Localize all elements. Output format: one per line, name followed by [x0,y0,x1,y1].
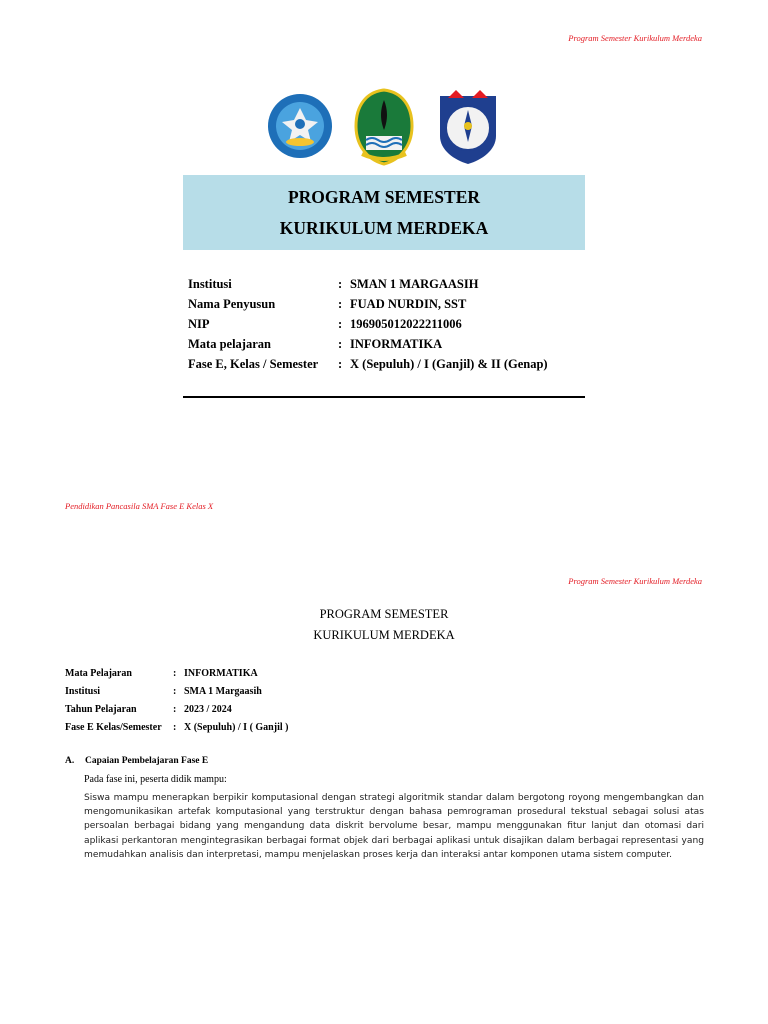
identity-row [188,294,548,314]
identity-value: INFORMATIKA [350,336,443,351]
page1-footer-note: Pendidikan Pancasila SMA Fase E Kelas X [65,501,214,511]
colon: : [173,721,177,733]
colon: : [173,667,177,679]
school-logo [434,86,502,166]
subject-info-table [65,664,288,736]
subject-info-value: 2023 / 2024 [184,703,232,715]
subject-info-row [65,664,288,682]
title-box [183,175,585,250]
colon: : [338,336,343,351]
identity-label: Mata pelajaran [188,336,271,351]
colon: : [173,685,177,697]
title-line-1: PROGRAM SEMESTER [287,186,481,207]
subject-info-row [65,718,288,736]
subject-info-row [65,700,288,718]
colon: : [338,276,343,291]
page2-header-note: Program Semester Kurikulum Merdeka [568,576,702,586]
tut-wuri-handayani-logo [266,86,334,166]
page1-header-note: Program Semester Kurikulum Merdeka [568,33,702,43]
subject-info-value: SMA 1 Margaasih [184,685,262,697]
logo-row [0,86,768,166]
colon: : [338,296,343,311]
subject-info-value: INFORMATIKA [184,667,258,679]
title-line-2: KURIKULUM MERDEKA [279,217,489,238]
identity-label: Institusi [188,276,232,291]
subject-info-label: Fase E Kelas/Semester [65,721,162,733]
identity-row [188,274,548,294]
page2-title-line-1: PROGRAM SEMESTER [319,607,449,621]
identity-value: FUAD NURDIN, SST [350,296,467,311]
section-a-number: A. [65,756,75,766]
identity-row [188,334,548,354]
colon: : [338,356,343,371]
identity-row [188,314,548,334]
colon: : [338,316,343,331]
subject-info-label: Institusi [65,685,101,697]
identity-value: X (Sepuluh) / I (Ganjil) & II (Genap) [350,356,548,371]
subject-info-value: X (Sepuluh) / I ( Ganjil ) [184,721,289,733]
subject-info-row [65,682,288,700]
identity-row [188,354,548,374]
identity-label: Fase E, Kelas / Semester [188,356,319,371]
identity-value: 196905012022211006 [350,316,462,331]
page2-title-line-2: KURIKULUM MERDEKA [313,628,455,642]
identity-value: SMAN 1 MARGAASIH [350,276,479,291]
section-a-paragraph: Siswa mampu menerapkan berpikir komputasional dengan strategi algoritmik standar dalam bergotong royong mengembangkan dan mengomunikasikan artefak komputasional yang terstruktur dengan bahasa pemrograman prosedural tekstual sebagai solusi atas persoalan berbagai bidang yang mengandung data diskrit bervolume besar, mampu menggunakan fitur lanjut dan otomasi dari aplikasi perkantoran mengintegrasikan berbagai format objek dari berbagai aplikasi untuk disajikan dalam berbagai representasi yang memudahkan analisis dan interpretasi, mampu menjelaskan proses kerja dan interaksi antar komponen utama sistem computer. [84,793,704,860]
section-a-title: Capaian Pembelajaran Fase E [85,756,209,766]
identity-label: Nama Penyusun [188,296,276,311]
colon: : [173,703,177,715]
identity-table [188,274,548,374]
section-a-intro: Pada fase ini, peserta didik mampu: [84,774,227,785]
subject-info-label: Mata Pelajaran [65,667,132,679]
identity-label: NIP [188,316,210,331]
west-java-province-logo [350,86,418,166]
horizontal-rule [183,396,585,398]
section-a-heading [65,756,208,766]
subject-info-label: Tahun Pelajaran [65,703,137,715]
